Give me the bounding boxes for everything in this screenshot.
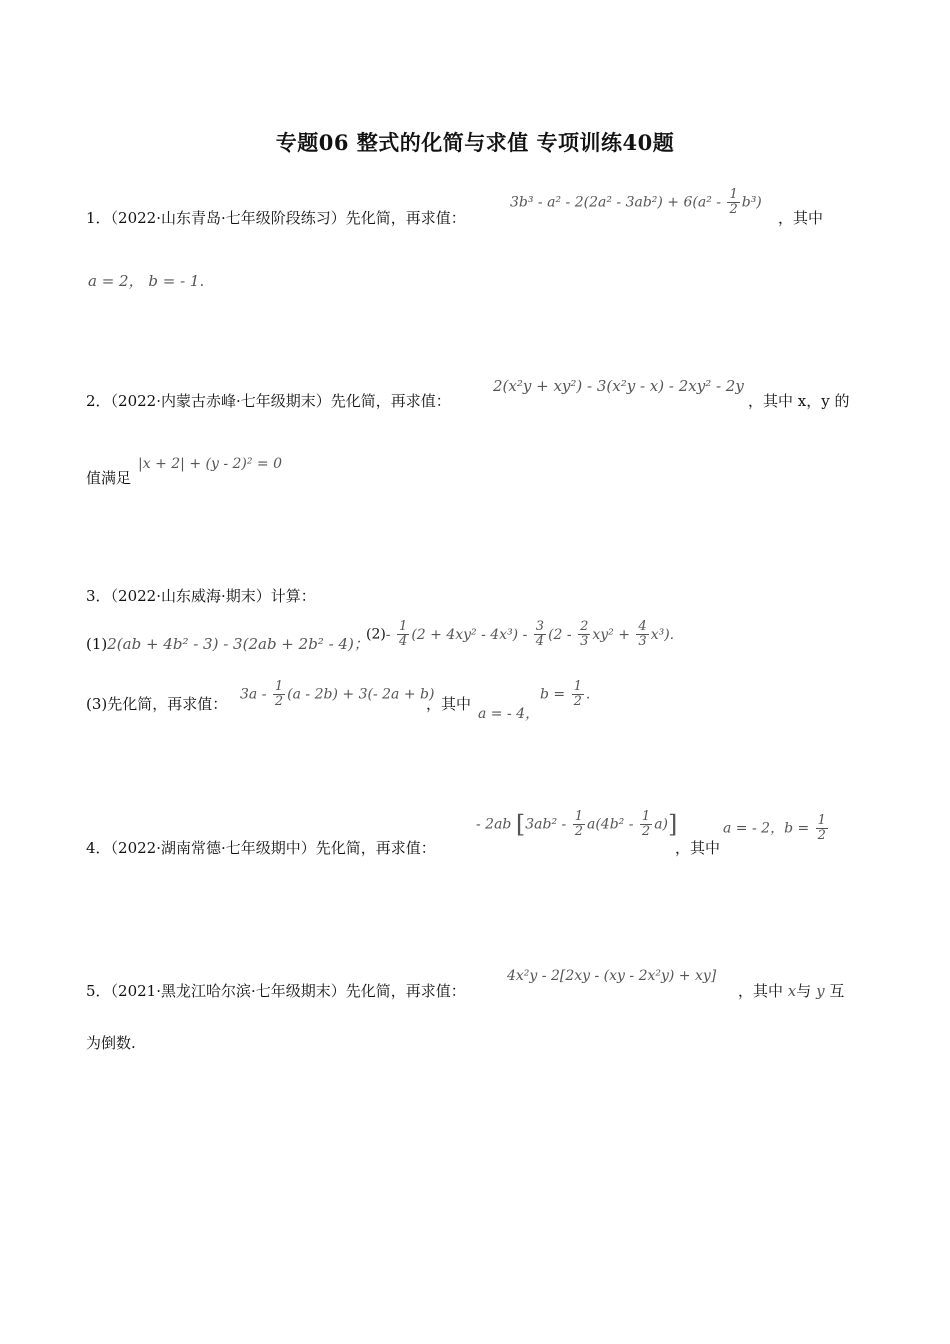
page-title: 专题06 整式的化简与求值 专项训练40题 <box>275 130 675 155</box>
frac-den: 4 <box>535 634 545 649</box>
q3-p1-label: (1) <box>86 635 108 653</box>
q4-suffix: ，其中 <box>675 839 721 857</box>
q3-p3-cond1: a = - 4， <box>478 706 540 722</box>
frac-num: 1 <box>573 679 582 694</box>
frac-num: 1 <box>817 813 826 828</box>
q3-p2-part: (2 + 4xy² - 4x³) - <box>411 626 532 643</box>
q3-p2-frac1 <box>397 620 409 649</box>
q3-p2-part: x³). <box>650 626 675 643</box>
q3-p3-cond2 <box>540 680 590 709</box>
q5-suffix-part: 互 <box>829 982 845 1000</box>
q5-suffix-part: ，其中 <box>738 982 784 1000</box>
q3-p2-part: (2 - <box>548 626 577 643</box>
frac-den: 3 <box>580 634 589 649</box>
q1-line <box>86 207 466 228</box>
q4-prefix: 4．（2022·湖南常德·七年级期中）先化简，再求值： <box>86 839 436 857</box>
q2-suffix: ，其中 x，y 的 <box>748 392 850 410</box>
q3-p3-part: (a - 2b) + 3(- 2a + b) <box>287 686 435 703</box>
q2-cond-label: 值满足 <box>86 469 132 487</box>
q3-p3-frac <box>273 680 285 709</box>
q2-cond-line <box>86 467 131 488</box>
q5-var-y: y <box>816 982 825 1000</box>
q5-var-x: x <box>787 982 797 1000</box>
frac-num: 3 <box>535 619 545 634</box>
q3-part2 <box>366 620 674 649</box>
q1-frac-num: 1 <box>729 187 738 202</box>
q3-p1-expr: 2(ab + 4b² - 3) - 3(2ab + 2b² - 4)； <box>107 635 369 653</box>
q4-cond-part: b = <box>784 820 814 837</box>
q3-p2-part: - <box>385 626 396 643</box>
q3-p3-cond2-part: b = <box>540 686 570 703</box>
right-bracket-icon: ] <box>668 810 678 839</box>
q3-part3 <box>86 693 227 714</box>
q1-expr-part: 3b³ - a² - 2(2a² - 3ab²) + 6(a² - <box>510 194 726 211</box>
frac-num: 2 <box>580 619 589 634</box>
q4-frac2 <box>640 810 652 839</box>
q1-prefix: 1．（2022·山东青岛·七年级阶段练习）先化简，再求值： <box>86 209 466 227</box>
frac-den: 2 <box>574 824 583 839</box>
q4-cond-frac <box>816 814 828 843</box>
q2-condition: |x + 2| + (y - 2)² = 0 <box>138 456 283 472</box>
q4-expression <box>476 810 677 839</box>
frac-den: 2 <box>817 828 826 843</box>
q5-expression: 4x²y - 2[2xy - (xy - 2x²y) + xy] <box>507 968 717 984</box>
frac-num: 1 <box>574 809 583 824</box>
q5-suffix <box>738 980 844 1001</box>
q3-p2-frac4 <box>636 620 648 649</box>
q3-prefix: 3．（2022·山东威海·期末）计算： <box>86 587 316 605</box>
frac-den: 3 <box>638 634 647 649</box>
q1-expr-part: b³) <box>741 194 762 211</box>
frac-den: 2 <box>573 694 582 709</box>
frac-den: 2 <box>641 824 651 839</box>
q5-suffix-part: 与 <box>796 982 812 1000</box>
q4-part: - 2ab <box>476 816 516 833</box>
q5-prefix: 5．（2021·黑龙江哈尔滨·七年级期末）先化简，再求值： <box>86 982 466 1000</box>
left-bracket-icon: [ <box>515 810 526 839</box>
q1-fraction <box>727 188 739 217</box>
frac-den: 2 <box>274 694 284 709</box>
q3-p3-cond2-frac <box>572 680 584 709</box>
q3-p3-label: (3)先化简，再求值： <box>86 695 228 713</box>
q2-expression: 2(x²y + xy²) - 3(x²y - x) - 2xy² - 2y <box>493 377 744 395</box>
q1-suffix: ，其中 <box>778 209 824 227</box>
frac-den: 4 <box>399 634 408 649</box>
q4-part: a) <box>654 816 668 833</box>
q4-part: 3ab² - <box>525 816 571 833</box>
q4-frac1 <box>573 810 585 839</box>
q3-p2-frac2 <box>534 620 546 649</box>
q2-prefix: 2．（2022·内蒙古赤峰·七年级期末）先化简，再求值： <box>86 392 451 410</box>
q3-p2-part: xy² + <box>592 626 635 643</box>
q3-p3-part: 3a - <box>240 686 271 703</box>
frac-num: 1 <box>399 619 408 634</box>
q1-condition: a = 2， b = - 1. <box>88 272 205 290</box>
frac-num: 1 <box>641 809 651 824</box>
q3-p3-end: . <box>585 686 591 703</box>
q5-line2: 为倒数. <box>86 1034 136 1052</box>
q4-cond-part: a = - 2， <box>723 820 785 837</box>
q4-part: a(4b² - <box>586 816 638 833</box>
q3-p3-expression <box>240 680 434 709</box>
q4-condition <box>723 814 830 843</box>
q3-p2-label: (2) <box>366 626 386 643</box>
frac-num: 1 <box>274 679 284 694</box>
frac-num: 4 <box>638 619 647 634</box>
q3-p2-frac3 <box>578 620 590 649</box>
q3-p3-mid: ，其中 <box>426 695 472 713</box>
q1-expression <box>510 188 762 217</box>
q3-part1 <box>86 633 369 654</box>
q1-frac-den: 2 <box>729 202 738 217</box>
